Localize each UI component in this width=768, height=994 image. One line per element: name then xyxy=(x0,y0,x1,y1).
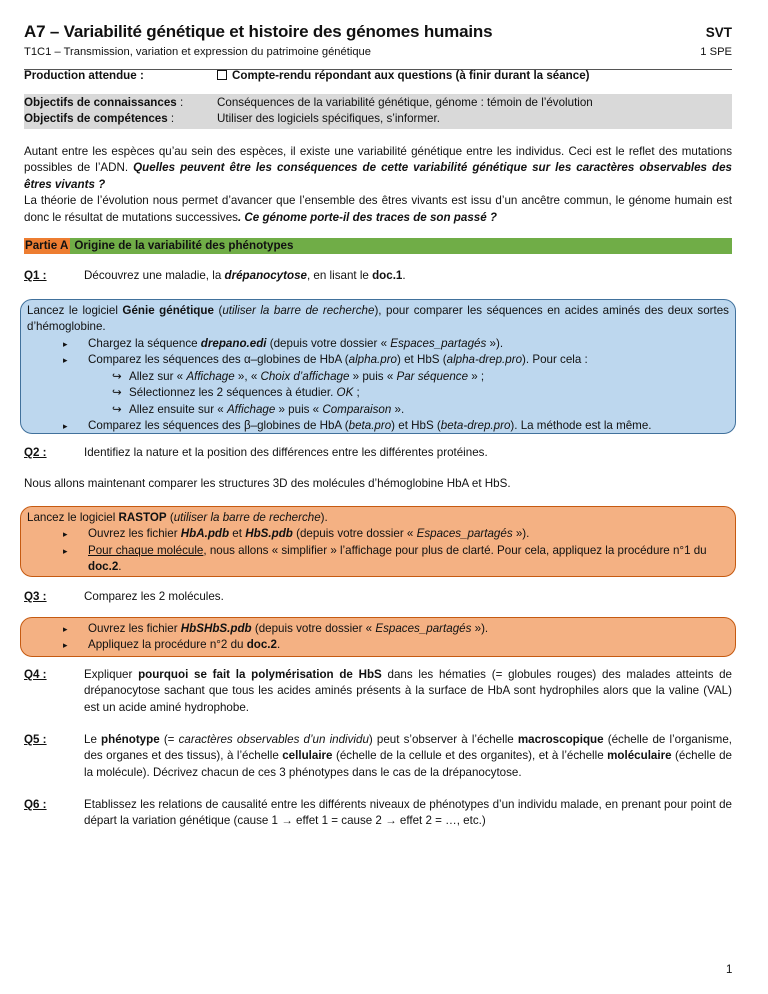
text-span: ». xyxy=(391,402,405,416)
section-tag: Partie A xyxy=(25,239,69,252)
list-item xyxy=(27,352,729,368)
chevron-right-icon: ▸ xyxy=(63,545,68,556)
text-span: . xyxy=(276,638,281,652)
question-1 xyxy=(24,268,732,284)
text-span: (= xyxy=(159,733,179,746)
sub-list-item xyxy=(27,369,729,385)
arrow-right-icon: ↪ xyxy=(112,369,122,383)
box-intro xyxy=(27,510,729,526)
text-span: drepano.edi xyxy=(200,336,267,350)
text-span: alpha.pro xyxy=(348,353,398,367)
instruction-box-rastop-1 xyxy=(20,506,736,577)
chevron-right-icon: ▸ xyxy=(63,529,68,540)
question-text xyxy=(84,732,732,781)
text-span: Comparez les séquences des xyxy=(88,419,244,433)
text-span: », « xyxy=(234,369,261,383)
arrow-right-icon: ↪ xyxy=(112,402,122,416)
chevron-right-icon: ▸ xyxy=(63,338,68,349)
list-item xyxy=(27,418,729,434)
text-span: Allez sur « xyxy=(129,369,187,383)
question-text xyxy=(84,667,732,716)
text-span: et xyxy=(229,527,246,541)
text-span: Par séquence xyxy=(396,369,469,383)
text-span: Appliquez la procédure n°2 du xyxy=(88,638,247,652)
text-span: Le xyxy=(84,733,102,746)
question-text: Comparez les 2 molécules. xyxy=(84,590,224,603)
text-span: Lancez le logiciel xyxy=(27,511,119,524)
text-span: Ouvrez les fichier xyxy=(88,527,181,541)
text-span: –globines de HbA ( xyxy=(250,353,349,367)
chevron-right-icon: ▸ xyxy=(63,640,68,651)
empty-checkbox-icon[interactable] xyxy=(217,70,227,80)
text-span: OK xyxy=(336,386,354,400)
text-span: Espaces_partagés xyxy=(416,527,513,541)
text-span: Allez ensuite sur « xyxy=(129,402,227,416)
objective-sep: : xyxy=(167,112,175,126)
text-span: ), pour comparer les séquences en acides aminés des deux sortes d’hémoglobine. xyxy=(27,304,729,334)
question-text: Etablissez les relations de causalité entre les différents niveaux de phénotypes d’un individu malade, en prenant pour point de départ la variation génétique (cause 1 → effet 1 = cause 2 → effet 2 = …, etc.) xyxy=(84,798,732,828)
text-span: Comparez les séquences des xyxy=(88,353,244,367)
intro-dot: . xyxy=(237,210,245,224)
text-span: doc.1 xyxy=(372,269,403,282)
question-text xyxy=(84,268,732,284)
text-span: . xyxy=(118,560,122,574)
text-span: (depuis votre dossier « xyxy=(251,622,376,635)
list-item xyxy=(27,621,729,637)
level-label: 1 SPE xyxy=(700,46,732,59)
chevron-right-icon: ▸ xyxy=(63,421,68,432)
text-span: moléculaire xyxy=(607,749,672,763)
question-label: Q2 : xyxy=(24,446,47,459)
intro-paragraph-1 xyxy=(24,144,732,193)
page-number: 1 xyxy=(726,964,733,976)
text-span: (échelle de la molécule). Décrivez chacun de ces 3 phénotypes dans le cas de la drépanocytose. xyxy=(84,749,732,779)
text-span: phénotype xyxy=(101,733,160,746)
text-span: Espaces_partagés xyxy=(375,622,472,635)
text-span: beta-drep.pro xyxy=(440,419,511,433)
text-span: (depuis votre dossier « xyxy=(266,336,391,350)
question-4 xyxy=(24,667,732,716)
text-span: HbSHbS.pdb xyxy=(180,622,252,635)
text-span: (échelle de la cellule et des organites), et à l’échelle xyxy=(332,749,608,763)
document-subtitle: T1C1 – Transmission, variation et expression du patrimoine génétique xyxy=(24,46,371,59)
text-span: Sélectionnez les 2 séquences à étudier. xyxy=(129,386,337,400)
text-span: . xyxy=(402,269,406,282)
text-span: dans les hématies (= globules rouges) des malades atteints de drépanocytose sachant que tous les acides aminés présents à la surface de HbA sont hydrophiles alors que la valine (VAL) est un acide aminé hydrophobe. xyxy=(84,668,732,714)
question-text: Identifiez la nature et la position des différences entre les différentes protéines. xyxy=(84,446,488,459)
text-span: Lancez le logiciel xyxy=(27,304,123,317)
question-label: Q1 : xyxy=(24,269,47,282)
section-title: Origine de la variabilité des phénotypes xyxy=(74,239,294,252)
objective-sep: : xyxy=(176,96,184,109)
objective-knowledge xyxy=(24,95,732,111)
sub-list-item xyxy=(27,385,729,401)
text-span: ( xyxy=(213,304,223,317)
objective-skills xyxy=(24,111,732,127)
text-span: HbS.pdb xyxy=(245,527,293,541)
list-item xyxy=(27,543,729,576)
text-span: Espaces_partagés xyxy=(390,336,487,350)
text-span: Choix d’affichage xyxy=(260,369,350,383)
intro-paragraph-2 xyxy=(24,193,732,226)
intro-question: Quelles peuvent être les conséquences de cette variabilité génétique sur les caractères observables des êtres vivants ? xyxy=(24,161,732,191)
list-item xyxy=(27,526,729,542)
text-span: Chargez la séquence xyxy=(88,336,201,350)
arrow-right-icon: ↪ xyxy=(112,386,122,400)
text-span: ( xyxy=(166,511,174,524)
text-span: » puis « xyxy=(349,369,397,383)
question-5 xyxy=(24,732,732,781)
text-span: caractères observables d’un individu xyxy=(178,733,369,746)
question-label: Q4 : xyxy=(24,668,47,681)
text-span: ). Pour cela : xyxy=(522,353,588,367)
text-span: ). La méthode est la même. xyxy=(510,419,652,433)
text-span: ). xyxy=(320,511,328,524)
text-span: »). xyxy=(512,527,530,541)
text-span: (échelle de l’organisme, des organes et des tissus), à l’échelle xyxy=(84,733,733,763)
text-span: utiliser la barre de recherche xyxy=(222,304,375,317)
intro-question: Ce génome porte-il des traces de son passé ? xyxy=(244,210,497,224)
production-value: Compte-rendu répondant aux questions (à finir durant la séance) xyxy=(232,69,590,82)
text-span: , en lisant le xyxy=(306,269,373,282)
transition-text: Nous allons maintenant comparer les structures 3D des molécules d’hémoglobine HbA et HbS. xyxy=(24,477,511,490)
question-6 xyxy=(24,797,732,830)
sub-list-item xyxy=(27,402,729,418)
text-span: Affichage xyxy=(186,369,235,383)
text-span: Pour chaque molécule xyxy=(88,543,204,557)
instruction-box-rastop-2 xyxy=(20,617,736,657)
production-label: Production attendue : xyxy=(24,69,144,82)
text-span: ) et HbS ( xyxy=(397,353,447,367)
list-item xyxy=(27,637,729,653)
section-header-partie-a xyxy=(24,238,732,254)
text-span: cellulaire xyxy=(282,749,333,763)
objectives-box xyxy=(24,94,732,129)
text-span: Ouvrez les fichier xyxy=(88,622,181,635)
text-span: Comparaison xyxy=(322,402,392,416)
document-title: A7 – Variabilité génétique et histoire des génomes humains xyxy=(24,22,493,41)
chevron-right-icon: ▸ xyxy=(63,355,68,366)
text-span: pourquoi se fait la polymérisation de HbS xyxy=(138,668,382,681)
text-span: Découvrez une maladie, la xyxy=(84,269,225,282)
text-span: doc.2 xyxy=(88,560,119,574)
alpha-symbol: α xyxy=(243,353,251,367)
text-span: » ; xyxy=(468,369,485,383)
question-2 xyxy=(24,445,732,461)
box-intro xyxy=(27,303,729,336)
text-span: , nous allons « simplifier » l’affichage pour plus de clarté. Pour cela, appliquez la procédure n°1 du xyxy=(203,543,707,557)
text-span: Génie génétique xyxy=(122,304,214,317)
text-span: Expliquer xyxy=(84,668,139,681)
objective-label: Objectifs de connaissances xyxy=(24,96,177,109)
objective-value: Conséquences de la variabilité génétique, génome : témoin de l’évolution xyxy=(217,96,593,109)
text-span: ) peut s’observer à l’échelle xyxy=(368,733,518,746)
subject-label: SVT xyxy=(705,25,732,40)
text-span: drépanocytose xyxy=(224,269,307,282)
question-3 xyxy=(24,589,732,605)
text-span: –globines de HbA ( xyxy=(250,419,349,433)
text-span: ) et HbS ( xyxy=(391,419,441,433)
production-row xyxy=(24,68,732,84)
beta-symbol: β xyxy=(243,419,251,433)
list-item xyxy=(27,336,729,352)
text-span: »). xyxy=(486,336,504,350)
text-span: alpha-drep.pro xyxy=(446,353,523,367)
chevron-right-icon: ▸ xyxy=(63,624,68,634)
text-span: Affichage xyxy=(226,402,276,416)
text-span: RASTOP xyxy=(118,511,167,524)
text-span: »). xyxy=(471,622,489,635)
instruction-box-genie-genetique xyxy=(20,299,736,434)
text-span: ; xyxy=(353,386,360,400)
question-label: Q5 : xyxy=(24,733,47,746)
text-span: utiliser la barre de recherche xyxy=(173,511,321,524)
intro-text: La théorie de l’évolution nous permet d’avancer que l’ensemble des êtres vivants est issu d’un ancêtre commun, le génome humain est donc le résultat de mutations successives xyxy=(24,194,732,224)
text-span: HbA.pdb xyxy=(180,527,230,541)
document-header xyxy=(24,20,732,70)
question-label: Q6 : xyxy=(24,798,47,811)
text-span: (depuis votre dossier « xyxy=(292,527,417,541)
question-label: Q3 : xyxy=(24,590,47,603)
introduction xyxy=(24,144,732,226)
objective-value: Utiliser des logiciels spécifiques, s’informer. xyxy=(217,112,440,126)
text-span: macroscopique xyxy=(517,733,604,746)
text-span: beta.pro xyxy=(348,419,392,433)
objective-label: Objectifs de compétences xyxy=(24,112,168,126)
text-span: doc.2 xyxy=(246,638,277,652)
text-span: » puis « xyxy=(275,402,323,416)
intro-text: Autant entre les espèces qu’au sein des espèces, il existe une variabilité génétique entre les individus. Ceci est le reflet des mutations possibles de l’ADN. xyxy=(24,145,732,175)
